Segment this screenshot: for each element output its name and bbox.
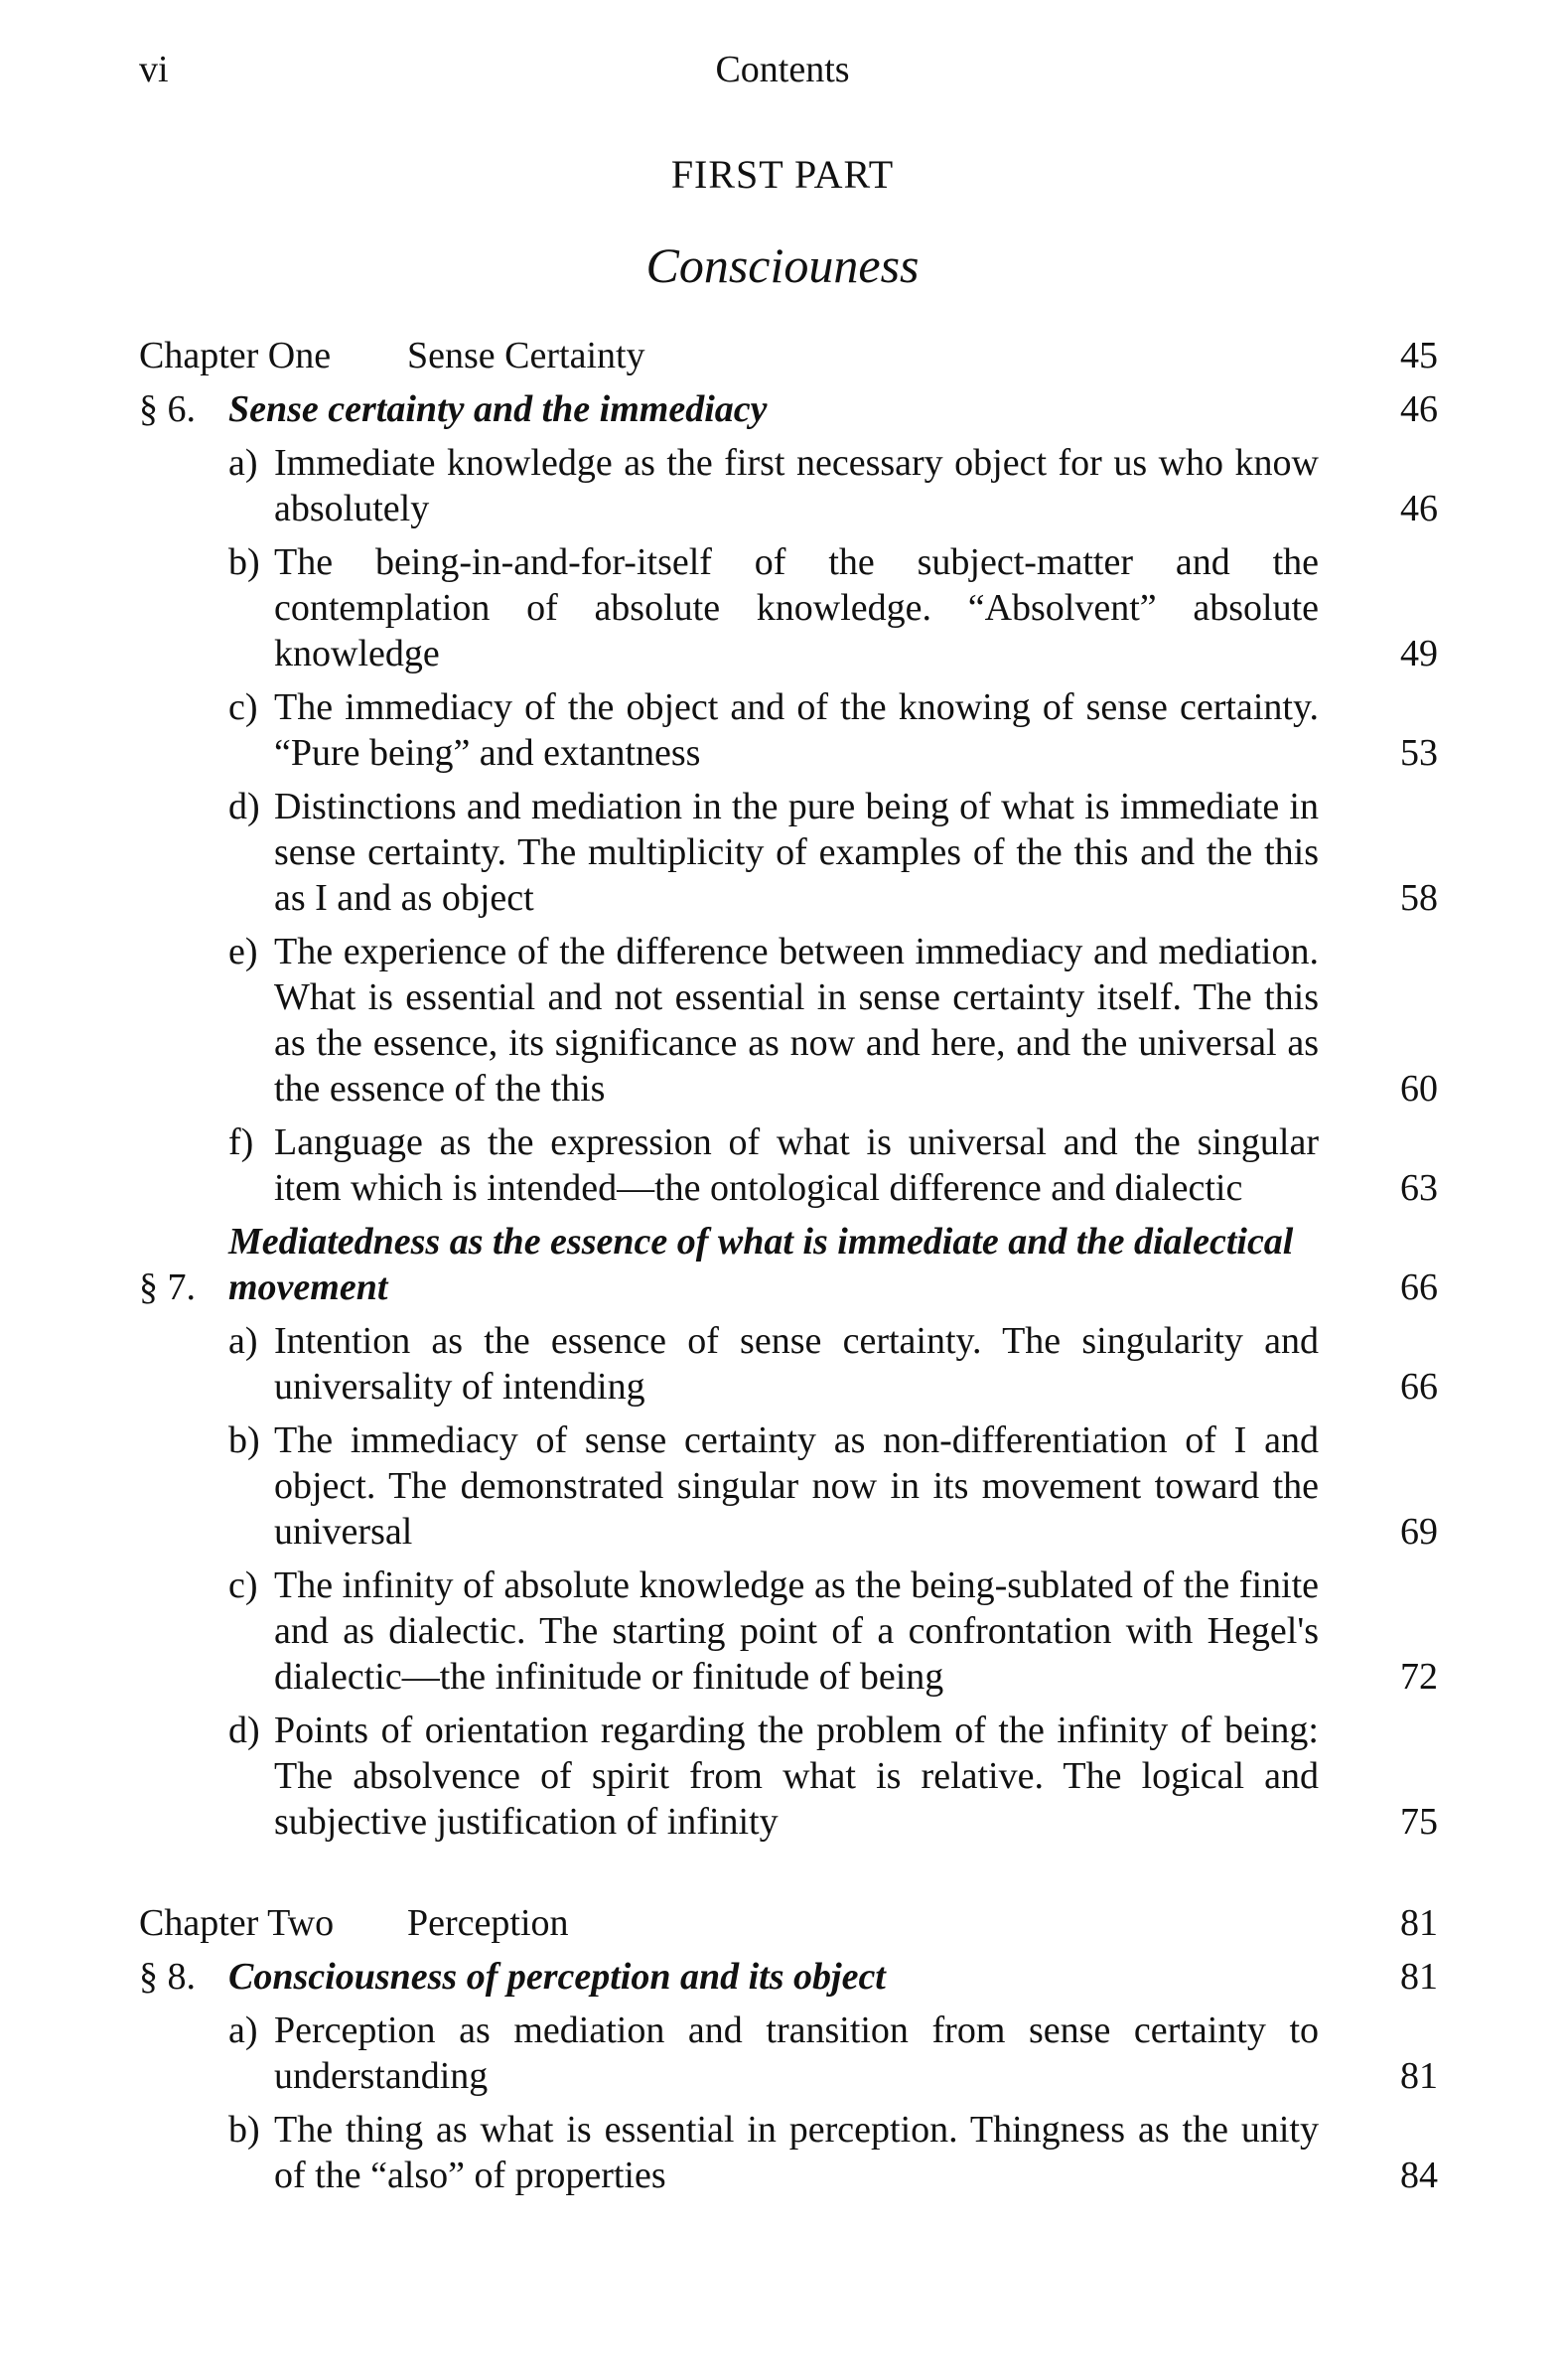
chapter-heading <box>139 333 1438 378</box>
entry-page: 63 <box>1400 1167 1438 1209</box>
toc-entry <box>139 684 1438 776</box>
section-heading <box>139 1954 1438 2000</box>
entry-page: 58 <box>1400 877 1438 919</box>
entry-label: b) <box>228 541 260 583</box>
section-mark: § 8. <box>139 1956 196 1998</box>
entry-page: 84 <box>1400 2155 1438 2196</box>
entry-text: The infinity of absolute knowledge as the being-sublated of the finite and as dialectic. The starting point of a confrontation with Hegel's dialectic—the infinitude or finitude of being <box>274 1564 1319 1698</box>
entry-text: Perception as mediation and transition from sense certainty to understanding <box>274 2009 1319 2097</box>
entry-page: 46 <box>1400 488 1438 529</box>
entry-label: a) <box>228 442 258 484</box>
entry-text: The thing as what is essential in perception. Thingness as the unity of the “also” of properties <box>274 2109 1319 2196</box>
section-mark: § 7. <box>139 1266 196 1308</box>
table-of-contents <box>139 333 1438 2206</box>
entry-label: c) <box>228 1564 258 1606</box>
section-page: 66 <box>1400 1266 1438 1308</box>
entry-page: 81 <box>1400 2055 1438 2097</box>
entry-label: f) <box>228 1121 254 1163</box>
section-heading <box>139 386 1438 432</box>
chapter-spacer <box>139 1853 1438 1900</box>
chapter-label: Chapter Two <box>139 1902 335 1944</box>
section-title: Sense certainty and the immediacy <box>228 388 768 430</box>
entry-label: a) <box>228 2009 258 2051</box>
chapter-title: Perception <box>407 1902 569 1944</box>
entry-page: 66 <box>1400 1366 1438 1408</box>
entry-page: 69 <box>1400 1511 1438 1553</box>
entry-page: 53 <box>1400 732 1438 774</box>
part-title: Consciouness <box>645 237 920 293</box>
entry-page: 72 <box>1400 1656 1438 1698</box>
running-head-title: Contents <box>715 49 850 90</box>
running-head <box>139 48 1426 107</box>
toc-entry <box>139 784 1438 921</box>
entry-text: The experience of the difference between immediacy and mediation. What is essential and not essential in sense certainty itself. The this as the essence, its significance as now and here, and the universal as the essence of the this <box>274 931 1319 1110</box>
entry-text: The being-in-and-for-itself of the subject-matter and the contemplation of absolute knowledge. “Absolvent” absolute knowledge <box>274 541 1319 674</box>
toc-entry <box>139 1708 1438 1845</box>
section-title: Consciousness of perception and its object <box>228 1956 886 1998</box>
entry-label: b) <box>228 2109 260 2151</box>
entry-label: d) <box>228 1710 260 1751</box>
entry-text: Immediate knowledge as the first necessary object for us who know absolutely <box>274 442 1319 529</box>
toc-entry <box>139 440 1438 531</box>
entry-text: Points of orientation regarding the problem of the infinity of being: The absolvence of spirit from what is relative. The logical and subjective justification of infinity <box>274 1710 1319 1843</box>
section-heading <box>139 1219 1438 1310</box>
toc-entry <box>139 1119 1438 1211</box>
chapter-heading <box>139 1900 1438 1946</box>
section-page: 46 <box>1400 388 1438 430</box>
entry-text: The immediacy of the object and of the knowing of sense certainty. “Pure being” and extantness <box>274 686 1319 774</box>
entry-page: 75 <box>1400 1801 1438 1843</box>
entry-label: b) <box>228 1419 260 1461</box>
toc-entry <box>139 2107 1438 2198</box>
entry-page: 60 <box>1400 1068 1438 1110</box>
entry-text: Language as the expression of what is universal and the singular item which is intended—the ontological difference and dialectic <box>274 1121 1319 1209</box>
entry-page: 49 <box>1400 633 1438 674</box>
chapter-page: 45 <box>1400 335 1438 376</box>
toc-entry <box>139 1562 1438 1700</box>
toc-entry <box>139 929 1438 1112</box>
part-label: FIRST PART <box>670 152 895 197</box>
section-page: 81 <box>1400 1956 1438 1998</box>
toc-entry <box>139 1417 1438 1555</box>
chapter-label: Chapter One <box>139 335 332 376</box>
entry-text: Intention as the essence of sense certainty. The singularity and universality of intending <box>274 1320 1319 1408</box>
page-number: vi <box>139 49 169 90</box>
entry-label: d) <box>228 786 260 827</box>
toc-entry <box>139 539 1438 676</box>
entry-text: Distinctions and mediation in the pure being of what is immediate in sense certainty. The multiplicity of examples of the this and the this as I and as object <box>274 786 1319 919</box>
chapter-page: 81 <box>1400 1902 1438 1944</box>
entry-label: c) <box>228 686 258 728</box>
entry-text: The immediacy of sense certainty as non-differentiation of I and object. The demonstrated singular now in its movement toward the universal <box>274 1419 1319 1553</box>
toc-entry <box>139 1318 1438 1410</box>
toc-entry <box>139 2008 1438 2099</box>
chapter-title: Sense Certainty <box>407 335 645 376</box>
entry-label: a) <box>228 1320 258 1362</box>
entry-label: e) <box>228 931 258 972</box>
section-mark: § 6. <box>139 388 196 430</box>
section-title: Mediatedness as the essence of what is immediate and the dialectical movement <box>228 1221 1294 1308</box>
